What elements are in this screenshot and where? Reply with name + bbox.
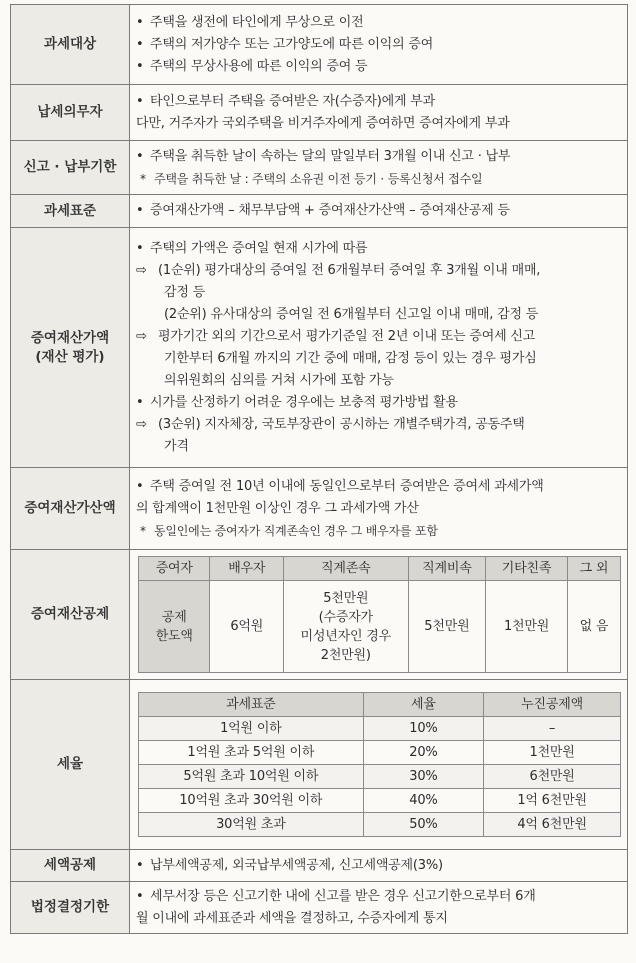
content-statutory (130, 882, 628, 934)
text-line: 다만, 거주자가 국외주택을 비거주자에게 증여하면 증여자에게 부과 (136, 115, 510, 131)
content-valuation (130, 228, 628, 468)
deduction-value-row (139, 581, 621, 673)
text-line: 의 합계액이 1천만원 이상인 경우 그 과세가액 가산 (136, 500, 419, 516)
rate-header-cell: 과세표준 (139, 693, 364, 717)
bullet-line: • 주택의 가액은 증여일 현재 시가에 따름 (136, 240, 368, 256)
text-line: 기한부터 6개월 까지의 기간 중에 매매, 감정 등이 있는 경우 평가심 (164, 350, 537, 366)
content-taxpayer (130, 85, 628, 141)
deduction-header-cell: 직계존속 (283, 557, 408, 581)
rate-value: 50% (363, 813, 484, 837)
row-addition (11, 468, 628, 550)
rate-deduction: – (484, 717, 621, 741)
content-tax-base (130, 195, 628, 228)
bullet-line: • 증여재산가액 – 채무부담액 + 증여재산가산액 – 증여재산공제 등 (136, 203, 510, 218)
text-line: 가격 (164, 438, 189, 454)
content-deadline (130, 141, 628, 195)
rate-base: 10억원 초과 30억원 이하 (139, 789, 364, 813)
text-line: 감정 등 (164, 284, 206, 300)
rate-row (139, 789, 621, 813)
row-tax-base (11, 195, 628, 228)
deduction-header-cell: 기타친족 (486, 557, 568, 581)
deduction-relative: 1천만원 (486, 581, 568, 673)
rate-base: 1억원 초과 5억원 이하 (139, 741, 364, 765)
rate-deduction: 1천만원 (484, 741, 621, 765)
label-valuation (11, 228, 130, 468)
deduction-ascendant: 5천만원 (수증자가 미성년자인 경우 2천만원) (283, 581, 408, 673)
rate-header-row (139, 693, 621, 717)
label-tax-object: 과세대상 (11, 5, 130, 85)
row-deduction (11, 550, 628, 680)
note-line: * 동일인에는 증여자가 직계존속인 경우 그 배우자를 포함 (140, 523, 438, 538)
bullet-line: • 주택을 취득한 날이 속하는 달의 말일부터 3개월 이내 신고 · 납부 (136, 148, 511, 164)
content-credit (130, 850, 628, 882)
row-rate (11, 680, 628, 850)
rate-row (139, 717, 621, 741)
rate-base: 30억원 초과 (139, 813, 364, 837)
rate-deduction: 1억 6천만원 (484, 789, 621, 813)
label-deadline: 신고 · 납부기한 (11, 141, 130, 195)
rate-value: 10% (363, 717, 484, 741)
label-taxpayer: 납세의무자 (11, 85, 130, 141)
rate-deduction: 4억 6천만원 (484, 813, 621, 837)
bullet-line: • 주택 증여일 전 10년 이내에 동일인으로부터 증여받은 증여세 과세가액 (136, 478, 544, 494)
content-rate (130, 680, 628, 850)
rate-header-cell: 누진공제액 (484, 693, 621, 717)
content-addition (130, 468, 628, 550)
label-valuation-line1: 증여재산가액 (30, 329, 110, 346)
label-deduction: 증여재산공제 (11, 550, 130, 680)
gift-tax-summary-table (10, 4, 628, 934)
deduction-table (138, 556, 621, 673)
bullet-line: • 주택을 생전에 타인에게 무상으로 이전 (136, 14, 364, 30)
rate-value: 20% (363, 741, 484, 765)
bullet-line: • 주택의 무상사용에 따른 이익의 증여 등 (136, 58, 368, 74)
row-credit (11, 850, 628, 882)
deduction-header-row (139, 557, 621, 581)
arrow-line: ⇨ (3순위) 지자체장, 국토부장관이 공시하는 개별주택가격, 공동주택 (136, 416, 525, 432)
deduction-header-cell: 그 외 (567, 557, 620, 581)
rate-row (139, 741, 621, 765)
row-deadline (11, 141, 628, 195)
label-statutory: 법정결정기한 (11, 882, 130, 934)
arrow-line: ⇨ 평가기간 외의 기간으로서 평가기준일 전 2년 이내 또는 증여세 신고 (136, 328, 536, 344)
rate-base: 1억원 이하 (139, 717, 364, 741)
text-line: (2순위) 유사대상의 증여일 전 6개월부터 신고일 이내 매매, 감정 등 (164, 306, 539, 322)
label-valuation-line2: (재산 평가) (35, 348, 105, 365)
deduction-header-cell: 배우자 (210, 557, 284, 581)
rate-deduction: 6천만원 (484, 765, 621, 789)
rate-table (138, 692, 621, 837)
note-line: * 주택을 취득한 날 : 주택의 소유권 이전 등기 · 등록신청서 접수일 (140, 171, 483, 186)
row-tax-object (11, 5, 628, 85)
rate-row (139, 765, 621, 789)
bullet-line: • 주택의 저가양수 또는 고가양도에 따른 이익의 증여 (136, 36, 434, 52)
rate-base: 5억원 초과 10억원 이하 (139, 765, 364, 789)
label-addition: 증여재산가산액 (11, 468, 130, 550)
deduction-row-label: 공제 한도액 (139, 581, 210, 673)
bullet-line: • 타인으로부터 주택을 증여받은 자(수증자)에게 부과 (136, 93, 435, 109)
label-credit: 세액공제 (11, 850, 130, 882)
arrow-line: ⇨ (1순위) 평가대상의 증여일 전 6개월부터 증여일 후 3개월 이내 매매, (136, 262, 541, 278)
rate-row (139, 813, 621, 837)
deduction-spouse: 6억원 (210, 581, 284, 673)
rate-value: 30% (363, 765, 484, 789)
rate-value: 40% (363, 789, 484, 813)
content-deduction (130, 550, 628, 680)
bullet-line: • 납부세액공제, 외국납부세액공제, 신고세액공제(3%) (136, 857, 443, 873)
row-taxpayer (11, 85, 628, 141)
row-statutory (11, 882, 628, 934)
deduction-other: 없 음 (567, 581, 620, 673)
deduction-descendant: 5천만원 (408, 581, 486, 673)
rate-header-cell: 세율 (363, 693, 484, 717)
bullet-line: • 시가를 산정하기 어려운 경우에는 보충적 평가방법 활용 (136, 394, 458, 410)
text-line: 월 이내에 과세표준과 세액을 결정하고, 수증자에게 통지 (136, 910, 448, 926)
content-tax-object (130, 5, 628, 85)
text-line: 의위원회의 심의를 거쳐 시가에 포함 가능 (164, 372, 394, 388)
label-rate: 세율 (11, 680, 130, 850)
deduction-header-cell: 직계비속 (408, 557, 486, 581)
label-tax-base: 과세표준 (11, 195, 130, 228)
row-valuation (11, 228, 628, 468)
deduction-header-cell: 증여자 (139, 557, 210, 581)
bullet-line: • 세무서장 등은 신고기한 내에 신고를 받은 경우 신고기한으로부터 6개 (136, 888, 536, 904)
